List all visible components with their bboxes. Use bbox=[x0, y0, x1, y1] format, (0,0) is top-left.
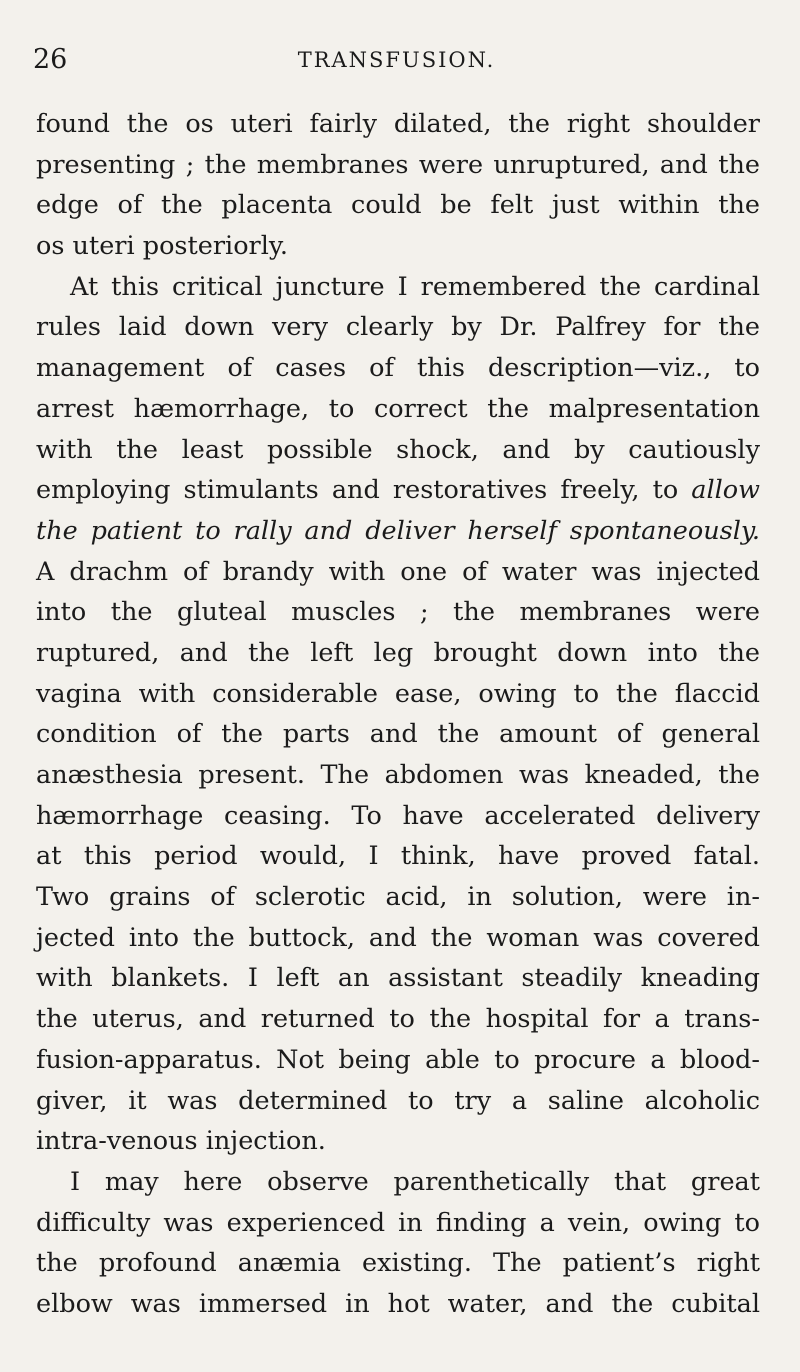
line-text: A drachm of brandy with one of water was injected bbox=[36, 556, 760, 587]
text-line bbox=[36, 755, 760, 796]
text-line bbox=[36, 836, 760, 877]
line-text: the profound anæmia existing. The patient’s right bbox=[36, 1248, 760, 1279]
line-text: fusion-apparatus. Not being able to procure a blood- bbox=[36, 1044, 760, 1075]
text-line bbox=[36, 796, 760, 837]
text-line bbox=[36, 633, 760, 674]
page-number: 26 bbox=[33, 44, 68, 75]
line-text: giver, it was determined to try a saline alcoholic bbox=[36, 1085, 760, 1116]
body-text bbox=[36, 104, 760, 1325]
line-text: difficulty was experienced in finding a vein, owing to bbox=[36, 1207, 760, 1238]
line-text: management of cases of this description—viz., to bbox=[36, 353, 760, 384]
line-text: the uterus, and returned to the hospital for a trans- bbox=[36, 1004, 760, 1035]
line-text: the patient to rally and deliver herself spontaneously. bbox=[36, 515, 760, 546]
line-text: condition of the parts and the amount of general bbox=[36, 719, 760, 750]
running-head: TRANSFUSION. bbox=[297, 48, 496, 72]
line-text: jected into the buttock, and the woman was covered bbox=[36, 922, 760, 953]
text-line bbox=[36, 226, 760, 267]
text-line bbox=[36, 918, 760, 959]
line-text: intra-venous injection. bbox=[36, 1126, 326, 1157]
line-text: ruptured, and the left leg brought down into the bbox=[36, 637, 760, 668]
line-text: with blankets. I left an assistant steadily kneading bbox=[36, 963, 760, 994]
line-italic-tail: allow bbox=[691, 475, 760, 506]
line-text: rules laid down very clearly by Dr. Palfrey for the bbox=[36, 312, 760, 343]
line-text: at this period would, I think, have proved fatal. bbox=[36, 841, 760, 872]
text-line bbox=[36, 307, 760, 348]
line-text: os uteri posteriorly. bbox=[36, 231, 289, 262]
text-line bbox=[36, 999, 760, 1040]
text-line bbox=[36, 1162, 760, 1203]
line-text: presenting ; the membranes were unruptured, and the bbox=[36, 149, 760, 180]
text-line bbox=[36, 511, 760, 552]
text-line bbox=[36, 267, 760, 308]
text-line bbox=[36, 1203, 760, 1244]
text-line bbox=[36, 552, 760, 593]
text-line bbox=[36, 1081, 760, 1122]
line-text: into the gluteal muscles ; the membranes were bbox=[36, 597, 760, 628]
text-line bbox=[36, 1040, 760, 1081]
text-line bbox=[36, 1243, 760, 1284]
line-text: I may here observe parenthetically that great bbox=[70, 1166, 760, 1197]
text-line bbox=[36, 145, 760, 186]
line-text: At this critical juncture I remembered the cardinal bbox=[70, 271, 760, 302]
text-line bbox=[36, 1121, 760, 1162]
text-line bbox=[36, 1284, 760, 1325]
line-text: Two grains of sclerotic acid, in solution, were in- bbox=[36, 882, 760, 913]
line-text: arrest hæmorrhage, to correct the malpresentation bbox=[36, 393, 760, 424]
line-text: vagina with considerable ease, owing to the flaccid bbox=[36, 678, 760, 709]
line-text: employing stimulants and restoratives freely, to bbox=[36, 475, 692, 506]
text-line bbox=[36, 104, 760, 145]
text-line bbox=[36, 185, 760, 226]
text-line bbox=[36, 430, 760, 471]
text-line bbox=[36, 470, 760, 511]
text-line bbox=[36, 348, 760, 389]
text-line bbox=[36, 958, 760, 999]
line-text: hæmorrhage ceasing. To have accelerated delivery bbox=[36, 800, 760, 831]
line-text: anæsthesia present. The abdomen was kneaded, the bbox=[36, 760, 760, 790]
text-line bbox=[36, 714, 760, 755]
page-header bbox=[33, 44, 760, 80]
line-text: edge of the placenta could be felt just within the bbox=[36, 190, 760, 221]
text-line bbox=[36, 389, 760, 430]
text-line bbox=[36, 674, 760, 715]
text-line bbox=[36, 592, 760, 633]
line-text: with the least possible shock, and by cautiously bbox=[36, 434, 760, 465]
text-line bbox=[36, 877, 760, 918]
line-text: elbow was immersed in hot water, and the cubital bbox=[36, 1288, 760, 1319]
line-text: found the os uteri fairly dilated, the right shoulder bbox=[36, 109, 760, 139]
